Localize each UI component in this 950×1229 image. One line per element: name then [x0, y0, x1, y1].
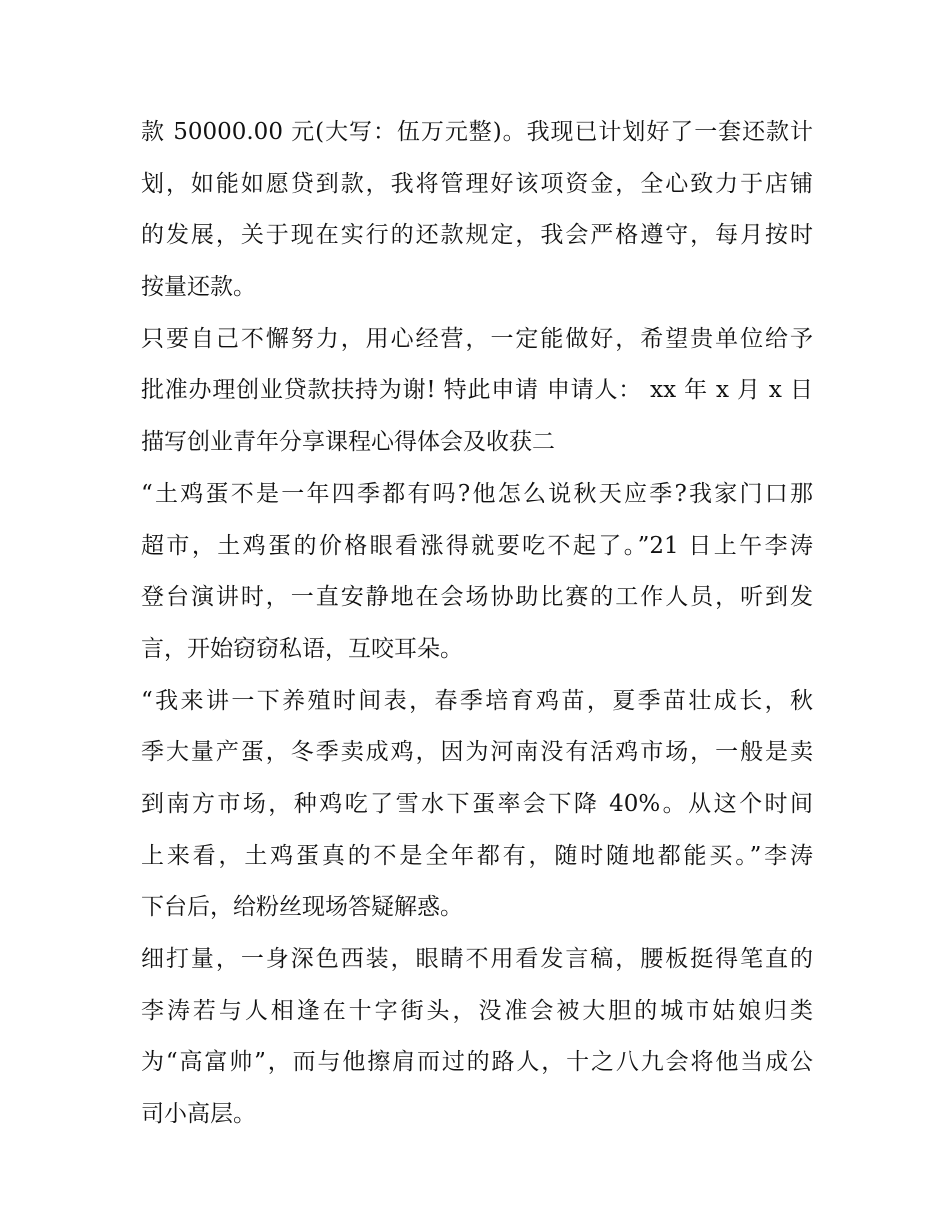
text-line: 细打量，一身深色西装，眼睛不用看发言稿，腰板挺得笔直的 — [141, 946, 813, 972]
text-line: 款 50000.00 元(大写：伍万元整)。我现已计划好了一套还款计 — [141, 119, 813, 145]
text-line: 李涛若与人相逢在十字街头，没准会被大胆的城市姑娘归类 — [141, 997, 813, 1024]
text-line: 下台后，给粉丝现场答疑解惑。 — [141, 894, 463, 921]
text-line: 登台演讲时，一直安静地在会场协助比赛的工作人员，听到发 — [141, 584, 813, 611]
text-line: 司小高层。 — [141, 1101, 256, 1128]
text-line: 为“高富帅”，而与他擦肩而过的路人，十之八九会将他当成公 — [141, 1049, 813, 1076]
text-line: 只要自己不懈努力，用心经营，一定能做好，希望贵单位给予 — [141, 325, 813, 352]
document-body — [141, 107, 813, 1141]
text-line: 按量还款。 — [141, 274, 256, 301]
text-line: 季大量产蛋，冬季卖成鸡，因为河南没有活鸡市场，一般是卖 — [141, 739, 813, 766]
text-line: “土鸡蛋不是一年四季都有吗?他怎么说秋天应季?我家门口那 — [141, 480, 813, 507]
text-line: 批准办理创业贷款扶持为谢! 特此申请 申请人： xx 年 x 月 x 日 — [141, 377, 813, 404]
text-line: 超市，土鸡蛋的价格眼看涨得就要吃不起了。”21 日上午李涛 — [141, 532, 813, 559]
text-line: “我来讲一下养殖时间表，春季培育鸡苗，夏季苗壮成长，秋 — [141, 687, 813, 714]
text-line: 言，开始窃窃私语，互咬耳朵。 — [141, 635, 463, 662]
text-line: 上来看，土鸡蛋真的不是全年都有，随时随地都能买。”李涛 — [141, 842, 813, 869]
text-line: 到南方市场，种鸡吃了雪水下蛋率会下降 40%。从这个时间 — [141, 790, 813, 817]
text-line: 划，如能如愿贷到款，我将管理好该项资金，全心致力于店铺 — [141, 170, 813, 197]
text-line: 描写创业青年分享课程心得体会及收获二 — [141, 429, 555, 456]
text-line: 的发展，关于现在实行的还款规定，我会严格遵守，每月按时 — [141, 222, 813, 249]
